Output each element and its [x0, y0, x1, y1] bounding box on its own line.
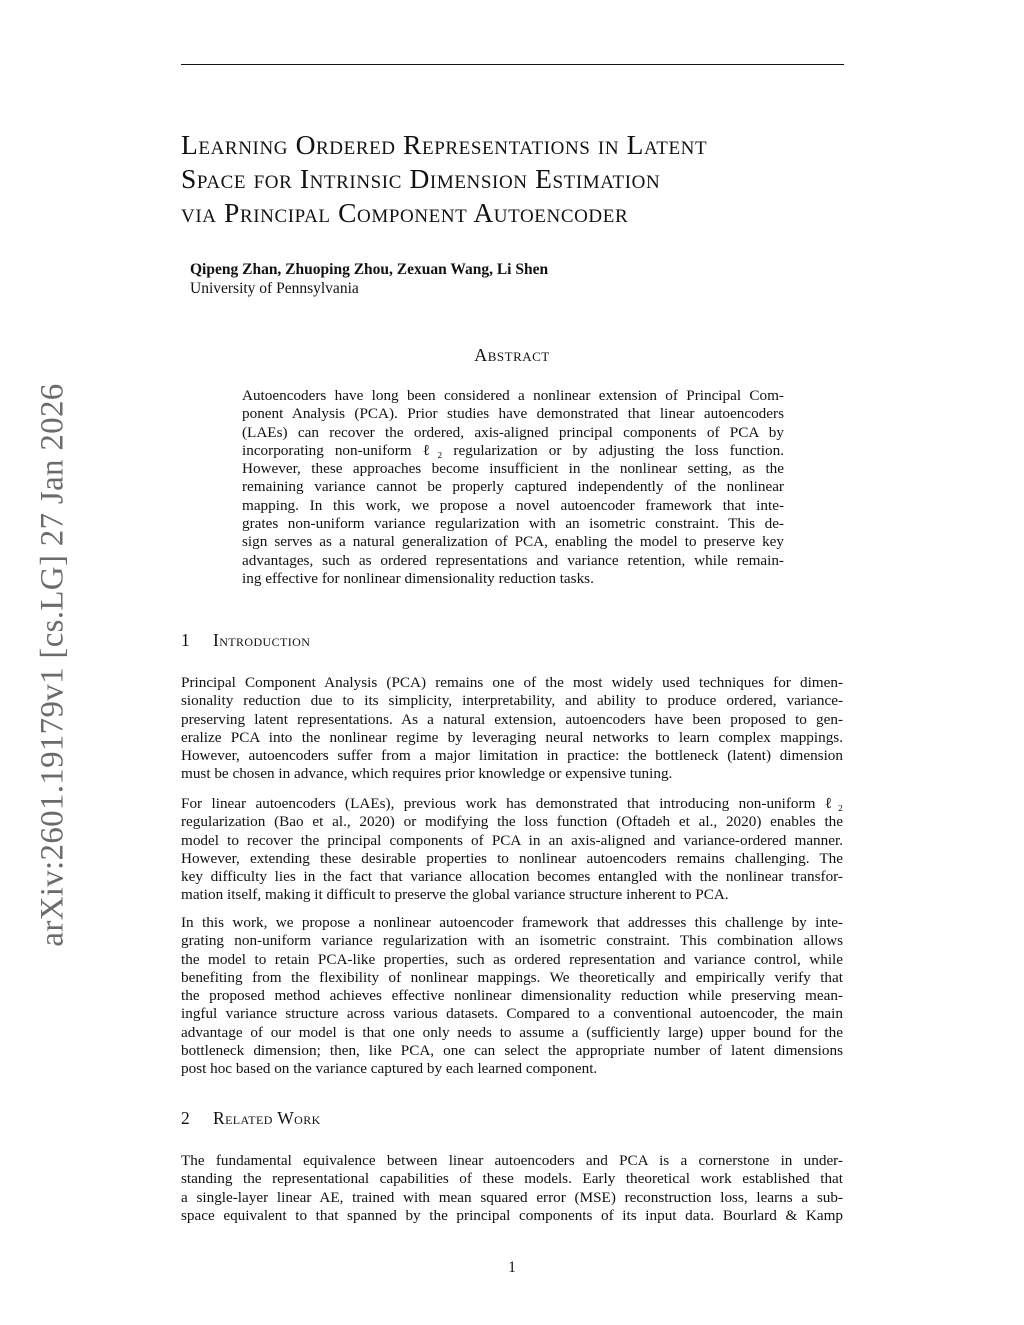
text-line: standing the representational capabilities of these models. Early theoretical work established that	[181, 1170, 843, 1188]
title-line: via Principal Component Autoencoder	[181, 197, 629, 228]
text-line: model to recover the principal components of PCA in an axis-aligned and variance-ordered manner.	[181, 831, 843, 849]
section-number: 2	[181, 1108, 191, 1128]
text-line: the model to retain PCA-like properties, such as ordered representation and variance control, while	[181, 950, 843, 968]
title-line: Space for Intrinsic Dimension Estimation	[181, 163, 661, 194]
intro-paragraph	[181, 795, 843, 905]
text-line: However, extending these desirable properties to nonlinear autoencoders remains challenging. The	[181, 849, 843, 867]
abstract-line: mapping. In this work, we propose a novel autoencoder framework that inte-	[242, 496, 784, 514]
text-line: benefiting from the flexibility of nonlinear mappings. We theoretically and empirically verify that	[181, 968, 843, 986]
text-line: grating non-uniform variance regularization with an isometric constraint. This combination allows	[181, 932, 843, 950]
text-line: regularization (Bao et al., 2020) or modifying the loss function (Oftadeh et al., 2020) enables the	[181, 813, 843, 831]
text-line: a single-layer linear AE, trained with mean squared error (MSE) reconstruction loss, learns a sub-	[181, 1188, 843, 1206]
text-line: advantage of our model is that one only needs to assume a (sufficiently large) upper bound for the	[181, 1023, 843, 1041]
text-line: sionality reduction due to its simplicity, interpretability, and ability to produce ordered, variance-	[181, 692, 843, 710]
text-line: In this work, we propose a nonlinear autoencoder framework that addresses this challenge by inte-	[181, 914, 843, 931]
arxiv-identifier[interactable]: arXiv:2601.19179v1 [cs.LG] 27 Jan 2026	[34, 383, 71, 947]
text-line: post hoc based on the variance captured by each learned component.	[181, 1060, 598, 1078]
section-heading-introduction	[181, 630, 310, 651]
text-line: mation itself, making it difficult to preserve the global variance structure inherent to PCA.	[181, 886, 729, 904]
text-line: ingful variance structure across various datasets. Compared to a conventional autoencoder, the main	[181, 1005, 843, 1023]
abstract-line: ing effective for nonlinear dimensionality reduction tasks.	[242, 569, 594, 587]
text-line: eralize PCA into the nonlinear regime by leveraging neural networks to learn complex mappings.	[181, 728, 843, 746]
author-list: Qipeng Zhan, Zhuoping Zhou, Zexuan Wang, Li Shen	[190, 261, 549, 278]
intro-paragraph	[181, 674, 843, 784]
section-number: 1	[181, 630, 191, 650]
text-line: However, autoencoders suffer from a major limitation in practice: the bottleneck (latent) dimension	[181, 747, 843, 765]
section-title: Introduction	[213, 630, 311, 650]
text-line: space equivalent to that spanned by the principal components of its input data. Bourlard & Kamp	[181, 1206, 843, 1224]
text-line: must be chosen in advance, which requires prior knowledge or expensive tuning.	[181, 765, 673, 783]
header-rule	[181, 64, 844, 65]
page-number: 1	[508, 1259, 516, 1276]
text-line: preserving latent representations. As a natural extension, autoencoders have been proposed to gen-	[181, 710, 843, 728]
abstract-line: remaining variance cannot be properly captured independently of the nonlinear	[242, 478, 784, 496]
abstract-line: ponent Analysis (PCA). Prior studies have demonstrated that linear autoencoders	[242, 405, 784, 423]
abstract-line: sign serves as a natural generalization of PCA, enabling the model to preserve key	[242, 533, 784, 551]
paper-title	[181, 128, 861, 230]
abstract-line: Autoencoders have long been considered a nonlinear extension of Principal Com-	[242, 387, 784, 404]
abstract-heading: Abstract	[474, 345, 550, 365]
affiliation: University of Pennsylvania	[190, 280, 359, 297]
abstract-line: incorporating non-uniform ℓ₂ regularization or by adjusting the loss function.	[242, 441, 784, 459]
text-line: bottleneck dimension; then, like PCA, one can select the appropriate number of latent dimensions	[181, 1042, 843, 1060]
abstract-line: advantages, such as ordered representations and variance retention, while remain-	[242, 551, 784, 569]
abstract-body	[242, 387, 784, 588]
text-line: the proposed method achieves effective nonlinear dimensionality reduction while preserving mean-	[181, 987, 843, 1005]
text-line: For linear autoencoders (LAEs), previous work has demonstrated that introducing non-uniform ℓ₂	[181, 795, 843, 812]
text-line: Principal Component Analysis (PCA) remains one of the most widely used techniques for dimen-	[181, 674, 843, 691]
section-heading-related-work	[181, 1108, 321, 1129]
text-line: key difficulty lies in the fact that variance allocation becomes entangled with the nonlinear transfor-	[181, 868, 843, 886]
abstract-line: However, these approaches become insufficient in the nonlinear setting, as the	[242, 460, 784, 478]
abstract-line: (LAEs) can recover the ordered, axis-aligned principal components of PCA by	[242, 423, 784, 441]
abstract-line: grates non-uniform variance regularization with an isometric constraint. This de-	[242, 515, 784, 533]
text-line: The fundamental equivalence between linear autoencoders and PCA is a cornerstone in under-	[181, 1152, 843, 1169]
title-line: Learning Ordered Representations in Latent	[181, 129, 708, 160]
related-paragraph	[181, 1152, 843, 1225]
intro-paragraph	[181, 914, 843, 1079]
section-title: Related Work	[213, 1108, 321, 1128]
